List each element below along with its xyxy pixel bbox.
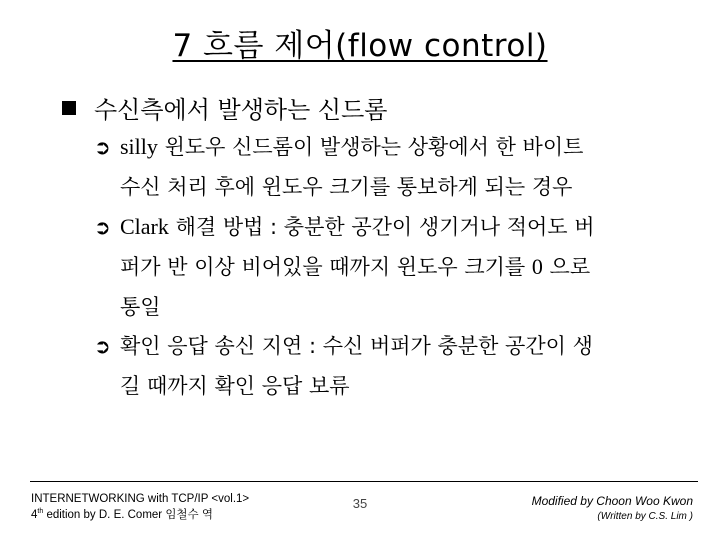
- footer-edition: 4th edition by D. E. Comer 임철수 역: [31, 508, 213, 521]
- bullet-line: 확인 응답 송신 지연 : 수신 버퍼가 충분한 공간이 생: [120, 334, 593, 358]
- bullet-line: 길 때까지 확인 응답 보류: [120, 374, 350, 398]
- bullet-line: [94, 127, 674, 167]
- bullet-term: Clark: [120, 214, 169, 239]
- footer-book-title: INTERNETWORKING with TCP/IP <vol.1>: [31, 493, 250, 505]
- footer-divider: [30, 481, 698, 482]
- bullet-line: [94, 247, 674, 287]
- arrow-bullet-icon: ➲: [94, 135, 111, 159]
- bullet-item-clark-solution: [94, 207, 674, 327]
- bullet-text: 퍼가 반 이상 비어있을 때까지 윈도우 크기를: [120, 255, 532, 279]
- bullet-item-silly-window: [94, 127, 674, 207]
- footer-book-credit: [31, 491, 249, 523]
- footer-modified-by: Modified by Choon Woo Kwon: [531, 494, 693, 508]
- slide-title: 7 흐름 제어(flow control): [172, 28, 548, 64]
- bullet-line: 통일: [120, 295, 161, 319]
- footer-written-by: (Written by C.S. Lim ): [597, 511, 693, 522]
- bullet-text: 윈도우 신드롬이 발생하는 상황에서 한 바이트: [157, 135, 584, 159]
- bullet-item-delayed-ack: [94, 326, 674, 406]
- arrow-bullet-icon: ➲: [94, 215, 111, 239]
- section-heading: [62, 90, 387, 125]
- bullet-text: 으로: [542, 255, 591, 279]
- arrow-bullet-icon: ➲: [94, 334, 111, 358]
- page-number: 35: [352, 496, 368, 511]
- square-bullet-icon: [62, 101, 76, 115]
- bullet-term: silly: [120, 134, 158, 159]
- bullet-line: [94, 207, 674, 247]
- section-heading-text: 수신측에서 발생하는 신드롬: [94, 96, 388, 124]
- bullet-number: 0: [531, 254, 543, 279]
- bullet-text: 해결 방법 : 충분한 공간이 생기거나 적어도 버: [168, 215, 595, 239]
- bullet-line: 수신 처리 후에 윈도우 크기를 통보하게 되는 경우: [120, 175, 573, 199]
